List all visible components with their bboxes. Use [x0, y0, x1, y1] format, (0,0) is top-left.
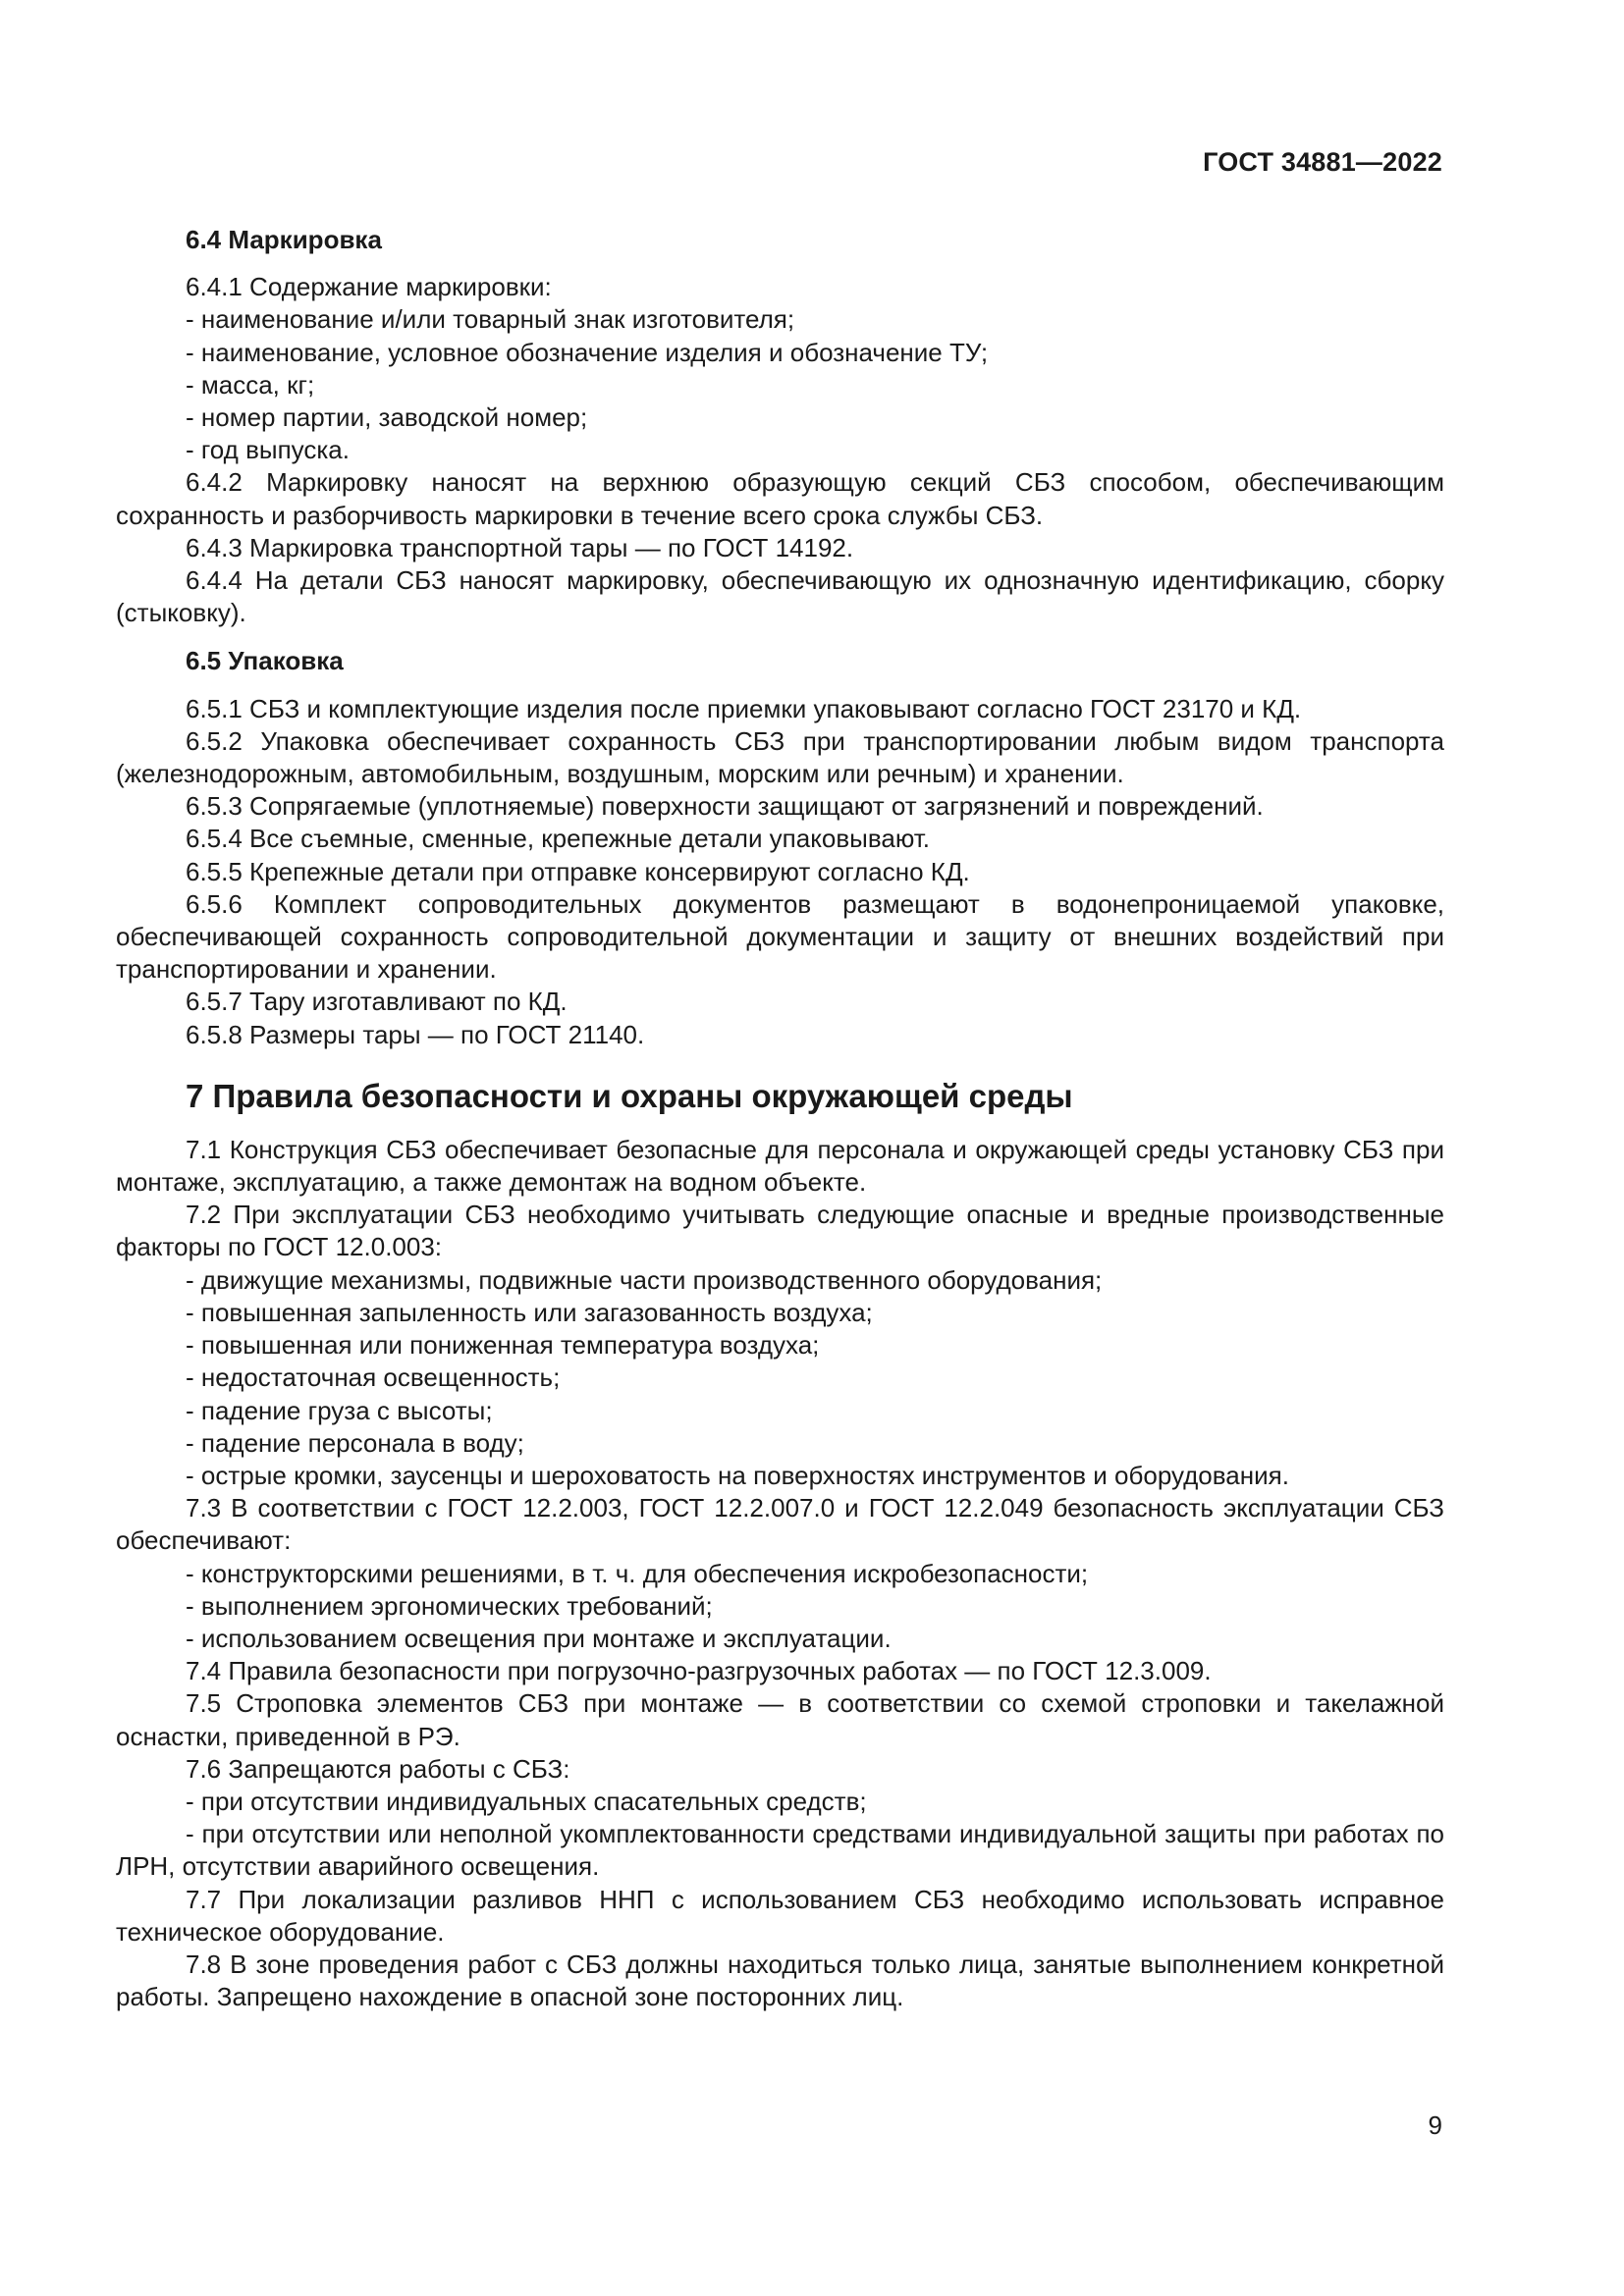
- list-item: - выполнением эргономических требований;: [186, 1590, 713, 1621]
- paragraph-7-8: 7.8 В зоне проведения работ с СБЗ должны находиться только лица, занятые выполнением конкретной работы. Запрещено нахождение в опасной зоне посторонних лиц.: [116, 1949, 1444, 2012]
- paragraph-6-5-4: 6.5.4 Все съемные, сменные, крепежные детали упаковывают.: [186, 824, 931, 854]
- list-item: - номер партии, заводской номер;: [186, 402, 588, 433]
- list-item: - год выпуска.: [186, 435, 350, 465]
- list-item: - движущие механизмы, подвижные части производственного оборудования;: [186, 1264, 1103, 1295]
- paragraph-6-5-1: 6.5.1 СБЗ и комплектующие изделия после приемки упаковывают согласно ГОСТ 23170 и КД.: [186, 693, 1302, 723]
- paragraph-7-5: 7.5 Строповка элементов СБЗ при монтаже — в соответствии со схемой строповки и такелажной оснастки, приведенной в РЭ.: [116, 1688, 1444, 1751]
- list-item: - масса, кг;: [186, 369, 315, 400]
- paragraph-6-4-4: 6.4.4 На детали СБЗ наносят маркировку, обеспечивающую их однозначную идентификацию, сборку (стыковку).: [116, 565, 1444, 628]
- list-item: - повышенная запыленность или загазованность воздуха;: [186, 1297, 873, 1327]
- page-content: [116, 224, 1444, 2013]
- paragraph-7-6: 7.6 Запрещаются работы с СБЗ:: [186, 1753, 570, 1784]
- paragraph-7-4: 7.4 Правила безопасности при погрузочно-разгрузочных работах — по ГОСТ 12.3.009.: [186, 1656, 1212, 1686]
- section-7-heading: 7 Правила безопасности и охраны окружающей среды: [186, 1077, 1073, 1114]
- page-number: 9: [1428, 2110, 1442, 2140]
- list-item: - падение груза с высоты;: [186, 1395, 493, 1425]
- list-item: - наименование, условное обозначение изделия и обозначение ТУ;: [186, 337, 989, 367]
- paragraph-7-2: 7.2 При эксплуатации СБЗ необходимо учитывать следующие опасные и вредные производственные факторы по ГОСТ 12.0.003:: [116, 1200, 1444, 1262]
- paragraph-6-5-6: 6.5.6 Комплект сопроводительных документов размещают в водонепроницаемой упаковке, обеспечивающей сохранность сопроводительной документации и защиту от внешних воздействий при транспортировании и хранении.: [116, 888, 1444, 985]
- list-item: - использованием освещения при монтаже и эксплуатации.: [186, 1623, 892, 1653]
- section-6-4-heading: 6.4 Маркировка: [186, 225, 382, 254]
- list-item: - конструкторскими решениями, в т. ч. для обеспечения искробезопасности;: [186, 1558, 1089, 1588]
- list-item: - падение персонала в воду;: [186, 1427, 524, 1458]
- paragraph-6-4-2: 6.4.2 Маркировку наносят на верхнюю образующую секций СБЗ способом, обеспечивающим сохранность и разборчивость маркировки в течение всего срока службы СБЗ.: [116, 467, 1444, 530]
- paragraph-6-5-2: 6.5.2 Упаковка обеспечивает сохранность СБЗ при транспортировании любым видом транспорта (железнодорожным, автомобильным, воздушным, морским или речным) и хранении.: [116, 725, 1444, 789]
- paragraph-7-7: 7.7 При локализации разливов ННП с использованием СБЗ необходимо использовать исправное техническое оборудование.: [116, 1884, 1444, 1947]
- paragraph-6-5-7: 6.5.7 Тару изготавливают по КД.: [186, 987, 568, 1017]
- paragraph-6-5-3: 6.5.3 Сопрягаемые (уплотняемые) поверхности защищают от загрязнений и повреждений.: [186, 791, 1264, 822]
- document-id-header: ГОСТ 34881—2022: [1203, 147, 1442, 177]
- paragraph-6-5-5: 6.5.5 Крепежные детали при отправке консервируют согласно КД.: [186, 856, 970, 886]
- list-item: - недостаточная освещенность;: [186, 1362, 561, 1393]
- list-item: - острые кромки, заусенцы и шероховатость на поверхностях инструментов и оборудования.: [186, 1460, 1289, 1490]
- list-item: - наименование и/или товарный знак изготовителя;: [186, 304, 795, 335]
- section-6-5-heading: 6.5 Упаковка: [186, 646, 344, 676]
- list-item: - при отсутствии индивидуальных спасательных средств;: [186, 1786, 867, 1816]
- list-item: - при отсутствии или неполной укомплектованности средствами индивидуальной защиты при работах по ЛРН, отсутствии аварийного освещения.: [116, 1819, 1444, 1882]
- paragraph-6-5-8: 6.5.8 Размеры тары — по ГОСТ 21140.: [186, 1019, 645, 1049]
- paragraph-7-3: 7.3 В соответствии с ГОСТ 12.2.003, ГОСТ 12.2.007.0 и ГОСТ 12.2.049 безопасность эксплуатации СБЗ обеспечивают:: [116, 1493, 1444, 1556]
- list-item: - повышенная или пониженная температура воздуха;: [186, 1330, 820, 1361]
- paragraph-7-1: 7.1 Конструкция СБЗ обеспечивает безопасные для персонала и окружающей среды установку СБЗ при монтаже, эксплуатацию, а также демонтаж на водном объекте.: [116, 1134, 1444, 1198]
- paragraph-6-4-3: 6.4.3 Маркировка транспортной тары — по ГОСТ 14192.: [186, 532, 854, 562]
- paragraph-6-4-1: 6.4.1 Содержание маркировки:: [186, 272, 552, 302]
